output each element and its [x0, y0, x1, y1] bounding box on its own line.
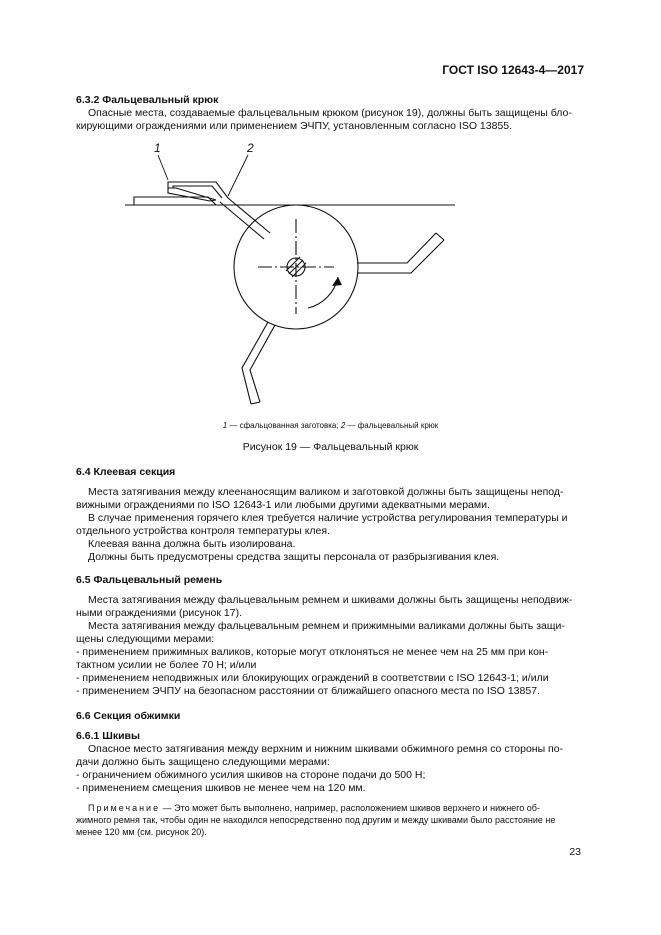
- paragraph-line: дачи должно быть защищено следующими мерами:: [76, 756, 330, 768]
- figure-label-2: 2: [247, 141, 254, 155]
- section-heading-6-6: 6.6 Секция обжимки: [76, 710, 181, 722]
- section-heading-6-3-2: 6.3.2 Фальцевальный крюк: [76, 94, 219, 106]
- list-item: - применением смещения шкивов не менее чем на 120 мм.: [76, 782, 366, 794]
- lower-arm-right: [250, 325, 275, 402]
- folding-hook-diagram: [120, 136, 460, 412]
- paragraph-line: Места затягивания между фальцевальным ремнем и шкивами должны быть защищены неподвиж-: [88, 594, 573, 606]
- paragraph-line: вижными ограждениями по ISO 12643-1 или любыми другими адекватными мерами.: [76, 499, 490, 511]
- document-id: ГОСТ ISO 12643-4—2017: [442, 63, 584, 77]
- list-item: - ограничением обжимного усилия шкивов на стороне подачи до 500 Н;: [76, 769, 426, 781]
- paragraph-line: ными ограждениями (рисунок 17).: [76, 607, 242, 619]
- legend-number-1: 1: [222, 421, 228, 430]
- folding-hook-arm: [168, 182, 228, 198]
- right-arm-top: [357, 233, 436, 263]
- section-heading-6-6-1: 6.6.1 Шкивы: [76, 730, 140, 742]
- note-line: [76, 802, 585, 814]
- legend-number-2: 2: [340, 421, 346, 430]
- note-line: менее 120 мм (см. рисунок 20).: [76, 827, 207, 837]
- folding-hook-link-1: [228, 198, 270, 233]
- paragraph-line: Места затягивания между фальцевальным ремнем и прижимными валиками должны быть защи-: [88, 620, 565, 632]
- legend-text-1: — сфальцованная заготовка;: [227, 421, 341, 430]
- note-text: — Это может быть выполнено, например, расположением шкивов верхнего и нижнего об-: [160, 803, 540, 813]
- folding-hook-link-2: [220, 202, 264, 239]
- leader-line-2: [228, 155, 248, 196]
- list-item: - применением неподвижных или блокирующих ограждений в соответствии с ISO 12643-1; и/или: [76, 672, 549, 684]
- paragraph-line: щены следующими мерами:: [76, 633, 215, 645]
- list-item: - применением прижимных валиков, которые могут отклоняться не менее чем на 25 мм при кон-: [76, 646, 549, 658]
- folding-hook-inner: [173, 186, 222, 198]
- list-item-continuation: тактном усилии не более 70 Н; и/или: [76, 659, 257, 671]
- figure-label-1: 1: [154, 141, 161, 155]
- paragraph-line: Опасное место затягивания между верхним и нижним шкивами обжимного ремня со стороны по-: [88, 743, 564, 755]
- lower-arm-left: [242, 322, 268, 404]
- paragraph-line: В случае применения горячего клея требуется наличие устройства регулирования температуры и: [88, 512, 568, 524]
- right-arm-bottom: [357, 240, 444, 273]
- paragraph-line: Должны быть предусмотрены средства защиты персонала от разбрызгивания клея.: [88, 551, 500, 563]
- figure-caption: Рисунок 19 — Фальцевальный крюк: [242, 441, 419, 453]
- paragraph-line: кирующими ограждениями или применением ЭЧПУ, установленным согласно ISO 13855.: [76, 120, 513, 132]
- paragraph-line: отдельного устройства контроля температуры клея.: [76, 525, 330, 537]
- note-label: Примечание: [88, 803, 161, 813]
- section-heading-6-4: 6.4 Клеевая секция: [76, 466, 176, 478]
- paragraph-line: Клеевая ванна должна быть изолирована.: [88, 538, 296, 550]
- list-item: - применением ЭЧПУ на безопасном расстоянии от ближайшего опасного места по ISO 13857.: [76, 685, 540, 697]
- rotation-arrowhead: [332, 277, 342, 286]
- section-heading-6-5: 6.5 Фальцевальный ремень: [76, 574, 223, 586]
- paragraph-line: Опасные места, создаваемые фальцевальным крюком (рисунок 19), должны быть защищены бло-: [88, 107, 572, 119]
- paragraph-line: Места затягивания между клеенаносящим валиком и заготовкой должны быть защищены непод-: [88, 486, 564, 498]
- rotation-arrow: [308, 277, 338, 308]
- folded-workpiece: [134, 197, 216, 205]
- legend-text-2: — фальцевальный крюк: [345, 421, 439, 430]
- page-number: 23: [569, 846, 581, 858]
- note-line: жимного ремня так, чтобы один не находился непосредственно под другим и между шкивами было расстояние не: [76, 815, 556, 825]
- leader-line-1: [158, 155, 168, 180]
- folded-workpiece-flap: [168, 188, 216, 201]
- figure-legend: [0, 421, 661, 430]
